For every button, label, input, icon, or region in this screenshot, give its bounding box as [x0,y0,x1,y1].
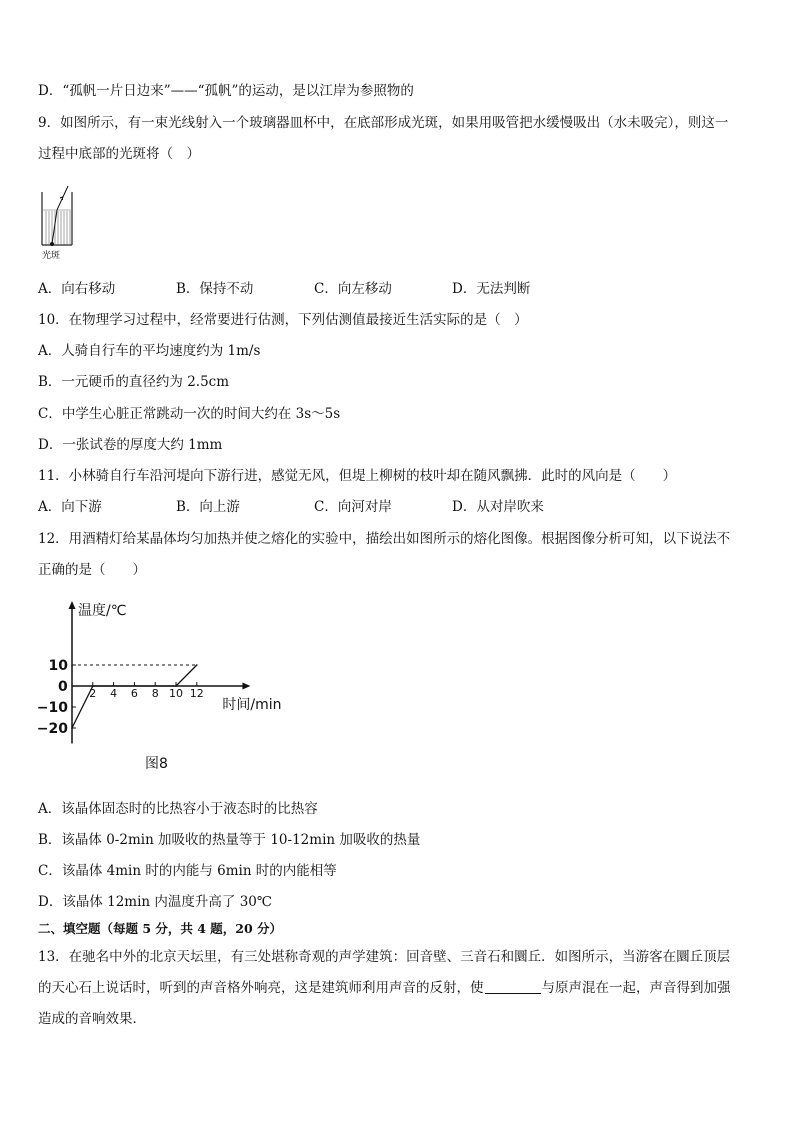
y-tick-label: 10 [48,658,68,674]
q12-stem-line1: 12．用酒精灯给某晶体均匀加热并使之熔化的实验中，描绘出如图所示的熔化图像。根据图像分析可知，以下说法不 [38,531,731,547]
q11-option-c[interactable]: C．向河对岸 [314,499,392,515]
q9-figure [38,180,88,260]
data-point [71,727,73,729]
q9-option-b[interactable]: B．保持不动 [176,281,254,297]
q9-option-d[interactable]: D．无法判断 [452,281,531,297]
x-axis-arrow [242,683,250,690]
q12-option-d[interactable]: D．该晶体 12min 内温度升高了 30℃ [38,894,272,910]
light-spot [50,242,54,246]
q9-figure-label: 光斑 [42,251,61,260]
y-tick-label: −20 [36,721,68,737]
x-tick-label: 2 [89,687,97,700]
section-heading: 二、填空题（每题 5 分，共 4 题，20 分） [38,921,283,936]
data-point [175,685,177,687]
q9-stem-line2: 过程中底部的光斑将（ ） [38,146,200,162]
q11-option-b[interactable]: B．向上游 [176,499,240,515]
melting-chart [30,595,290,780]
q9-option-c[interactable]: C．向左移动 [314,281,392,297]
y-axis-arrow [69,601,76,609]
x-tick-label: 8 [151,687,159,700]
x-tick-label: 4 [110,687,118,700]
option-d-prev: D．“孤帆一片日边来”——“孤帆”的运动，是以江岸为参照物的 [38,83,414,99]
q10-option-b[interactable]: B．一元硬币的直径约为 2.5cm [38,374,230,390]
q11-option-d[interactable]: D．从对岸吹来 [452,499,544,515]
data-point [92,685,94,687]
chart-title: 图8 [145,756,168,772]
q13-line2 [38,979,731,997]
light-ray [52,186,68,244]
q13-line2-before: 的天心石上说话时，听到的声音格外响亮，这是建筑师利用声音的反射，使 [38,980,484,996]
q13-answer-blank[interactable] [485,979,541,994]
q12-option-a[interactable]: A．该晶体固态时的比热容小于液态时的比热容 [38,801,318,817]
q9-option-a[interactable]: A．向右移动 [38,281,116,297]
x-tick-label: 6 [130,687,138,700]
q10-stem: 10．在物理学习过程中，经常要进行估测，下列估测值最接近生活实际的是（ ） [38,312,528,328]
q13-line3: 造成的音响效果． [38,1011,146,1027]
q12-option-c[interactable]: C．该晶体 4min 时的内能与 6min 时的内能相等 [38,863,337,879]
x-axis-label: 时间/min [222,697,282,713]
origin-label: 0 [58,679,68,695]
q12-option-b[interactable]: B．该晶体 0-2min 加吸收的热量等于 10-12min 加吸收的热量 [38,832,421,848]
q13-line1: 13．在驰名中外的北京天坛里，有三处堪称奇观的声学建筑：回音壁、三音石和圜丘．如图所示，当游客在圜丘顶层 [38,949,731,965]
q10-option-c[interactable]: C．中学生心脏正常跳动一次的时间大约在 3s～5s [38,406,341,422]
q9-stem-line1: 9．如图所示，有一束光线射入一个玻璃器皿杯中，在底部形成光斑，如果用吸管把水缓慢吸出（水未吸完），则这一 [38,115,729,131]
q13-line2-after: 与原声混在一起，声音得到加强 [541,980,731,996]
q10-option-a[interactable]: A．人骑自行车的平均速度约为 1m/s [38,343,261,359]
q11-stem: 11．小林骑自行车沿河堤向下游行进，感觉无风，但堤上柳树的枝叶却在随风飘拂．此时的风向是（ ） [38,468,677,484]
q10-option-d[interactable]: D．一张试卷的厚度大约 1mm [38,437,223,453]
cup [42,192,72,245]
y-axis-label: 温度/℃ [78,603,127,619]
q11-option-a[interactable]: A．向下游 [38,499,102,515]
x-tick-label: 10 [169,687,183,700]
y-tick-label: −10 [36,700,68,716]
water-hatch [43,210,71,244]
q12-stem-line2: 正确的是（ ） [38,562,146,578]
x-tick-label: 12 [189,687,204,700]
